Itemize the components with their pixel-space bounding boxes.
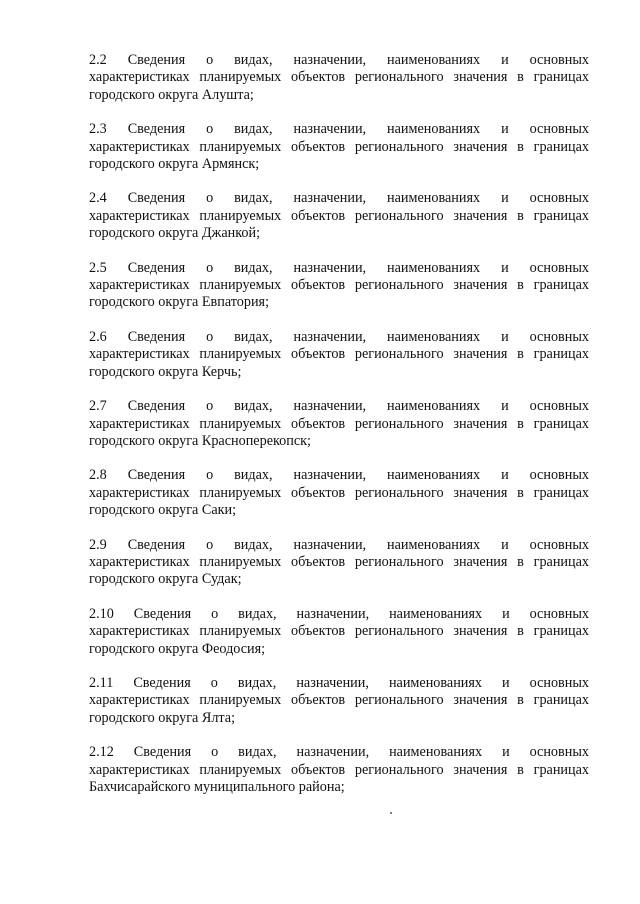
entry-word: наименованиях xyxy=(387,398,481,415)
entry-third-line: городского округа Красноперекопск; xyxy=(89,432,311,449)
stray-dot-mark xyxy=(390,812,392,814)
entry-word: назначении, xyxy=(296,605,370,622)
entry-word: о xyxy=(206,52,214,68)
entry-third-line: городского округа Керчь; xyxy=(89,363,242,380)
entry-first-line xyxy=(89,537,589,554)
entry-word: Сведения xyxy=(127,52,186,68)
list-item xyxy=(89,190,589,242)
entry-third-line: городского округа Феодосия; xyxy=(89,640,266,657)
entry-word: и xyxy=(501,190,509,207)
entry-word: назначении, xyxy=(293,259,367,276)
entry-second-line: характеристиках планируемых объектов регионального значения в границах xyxy=(89,69,589,86)
entry-word: наименованиях xyxy=(387,190,481,207)
entry-word: и xyxy=(502,674,510,691)
entry-word: и xyxy=(501,121,509,138)
entry-word: и xyxy=(501,52,509,68)
entry-second-line: характеристиках планируемых объектов регионального значения в границах xyxy=(89,484,589,501)
entry-third-line: городского округа Джанкой; xyxy=(89,225,261,242)
entry-word: и xyxy=(502,605,510,622)
entry-word: Сведения xyxy=(127,467,186,484)
entry-number: 2.10 xyxy=(89,605,114,622)
entry-word: о xyxy=(206,328,214,345)
entry-third-line: городского округа Ялта; xyxy=(89,709,236,726)
entry-word: видах, xyxy=(234,398,273,415)
entry-word: назначении, xyxy=(293,398,367,415)
list-item xyxy=(89,744,589,796)
entry-number: 2.11 xyxy=(89,674,114,691)
entry-first-line xyxy=(89,52,589,69)
entry-word: назначении, xyxy=(293,52,367,68)
entry-first-line xyxy=(89,467,589,484)
entry-word: наименованиях xyxy=(389,605,483,622)
entry-number: 2.2 xyxy=(89,52,107,68)
entry-word: Сведения xyxy=(127,398,186,415)
entry-second-line: характеристиках планируемых объектов регионального значения в границах xyxy=(89,623,589,640)
entry-word: наименованиях xyxy=(387,328,481,345)
list-item xyxy=(89,537,589,589)
entry-word: наименованиях xyxy=(387,52,481,68)
entry-word: назначении, xyxy=(293,536,367,553)
entry-word: основных xyxy=(529,259,589,276)
entry-word: о xyxy=(206,190,214,207)
entry-word: видах, xyxy=(234,467,273,484)
entry-second-line: характеристиках планируемых объектов регионального значения в границах xyxy=(89,277,589,294)
entry-word: основных xyxy=(529,52,589,68)
entry-word: основных xyxy=(529,121,589,138)
entry-word: видах, xyxy=(234,536,273,553)
entry-word: наименованиях xyxy=(388,674,482,691)
entry-word: и xyxy=(501,536,509,553)
entry-third-line: городского округа Судак; xyxy=(89,571,242,588)
entry-number: 2.3 xyxy=(89,121,107,138)
list-item xyxy=(89,606,589,658)
entry-second-line: характеристиках планируемых объектов регионального значения в границах xyxy=(89,692,589,709)
entry-word: видах, xyxy=(238,744,277,761)
entry-word: видах, xyxy=(234,52,273,68)
entry-word: назначении, xyxy=(293,121,367,138)
entry-second-line: характеристиках планируемых объектов регионального значения в границах xyxy=(89,553,589,570)
entry-first-line xyxy=(89,744,589,761)
entry-word: видах, xyxy=(234,259,273,276)
entry-word: основных xyxy=(529,467,589,484)
entry-word: наименованиях xyxy=(387,259,481,276)
entry-word: Сведения xyxy=(133,605,192,622)
entry-word: назначении, xyxy=(293,190,367,207)
entry-word: Сведения xyxy=(127,121,186,138)
entry-word: основных xyxy=(529,674,589,691)
entry-word: Сведения xyxy=(127,536,186,553)
entry-third-line: городского округа Армянск; xyxy=(89,156,260,173)
entry-number: 2.9 xyxy=(89,536,107,553)
entry-word: видах, xyxy=(234,328,273,345)
entry-word: назначении, xyxy=(293,328,367,345)
entry-word: и xyxy=(501,398,509,415)
entry-word: видах, xyxy=(237,674,277,691)
entry-word: наименованиях xyxy=(387,121,481,138)
entry-third-line: городского округа Евпатория; xyxy=(89,294,270,311)
entry-word: Сведения xyxy=(127,259,186,276)
entry-word: о xyxy=(211,744,219,761)
entry-number: 2.12 xyxy=(89,744,114,761)
document-page xyxy=(89,52,589,813)
entry-word: и xyxy=(502,744,510,761)
entry-second-line: характеристиках планируемых объектов регионального значения в границах xyxy=(89,346,589,363)
entry-word: о xyxy=(206,536,214,553)
entry-word: наименованиях xyxy=(389,744,483,761)
entry-second-line: характеристиках планируемых объектов регионального значения в границах xyxy=(89,415,589,432)
entry-number: 2.8 xyxy=(89,467,107,484)
entry-first-line xyxy=(89,190,589,207)
entry-word: основных xyxy=(529,605,589,622)
entry-word: наименованиях xyxy=(387,536,481,553)
entry-word: и xyxy=(501,328,509,345)
entry-word: о xyxy=(206,259,214,276)
entry-first-line xyxy=(89,398,589,415)
entry-word: Сведения xyxy=(127,328,186,345)
entry-word: основных xyxy=(529,536,589,553)
entry-first-line xyxy=(89,606,589,623)
entry-word: видах, xyxy=(238,605,277,622)
entry-first-line xyxy=(89,329,589,346)
entry-number: 2.4 xyxy=(89,190,107,207)
entry-first-line xyxy=(89,121,589,138)
list-item xyxy=(89,329,589,381)
entry-word: о xyxy=(206,467,214,484)
entry-word: о xyxy=(206,398,214,415)
entry-first-line xyxy=(89,675,589,692)
entry-word: основных xyxy=(529,190,589,207)
entry-word: Сведения xyxy=(133,674,191,691)
entry-word: видах, xyxy=(234,121,273,138)
entry-word: Сведения xyxy=(133,744,192,761)
list-item xyxy=(89,260,589,312)
entry-word: видах, xyxy=(234,190,273,207)
entry-word: основных xyxy=(529,744,589,761)
entry-second-line: характеристиках планируемых объектов регионального значения в границах xyxy=(89,207,589,224)
entry-third-line: Бахчисарайского муниципального района; xyxy=(89,779,345,795)
list-item xyxy=(89,52,589,104)
list-item xyxy=(89,398,589,450)
entry-word: наименованиях xyxy=(387,467,481,484)
entry-number: 2.5 xyxy=(89,259,107,276)
entry-word: о xyxy=(211,605,219,622)
entry-list xyxy=(89,52,589,796)
entry-number: 2.6 xyxy=(89,328,107,345)
entry-word: и xyxy=(501,259,509,276)
list-item xyxy=(89,467,589,519)
entry-word: Сведения xyxy=(127,190,186,207)
entry-word: назначении, xyxy=(293,467,367,484)
entry-word: основных xyxy=(529,328,589,345)
entry-word: назначении, xyxy=(296,744,370,761)
entry-number: 2.7 xyxy=(89,398,107,415)
entry-third-line: городского округа Алушта; xyxy=(89,86,254,103)
entry-third-line: городского округа Саки; xyxy=(89,502,237,519)
list-item xyxy=(89,675,589,727)
entry-second-line: характеристиках планируемых объектов регионального значения в границах xyxy=(89,138,589,155)
list-item xyxy=(89,121,589,173)
entry-word: о xyxy=(210,674,218,691)
entry-word: о xyxy=(206,121,214,138)
entry-word: и xyxy=(501,467,509,484)
entry-word: назначении, xyxy=(296,674,369,691)
entry-first-line xyxy=(89,260,589,277)
entry-word: основных xyxy=(529,398,589,415)
entry-second-line: характеристиках планируемых объектов регионального значения в границах xyxy=(89,761,589,778)
